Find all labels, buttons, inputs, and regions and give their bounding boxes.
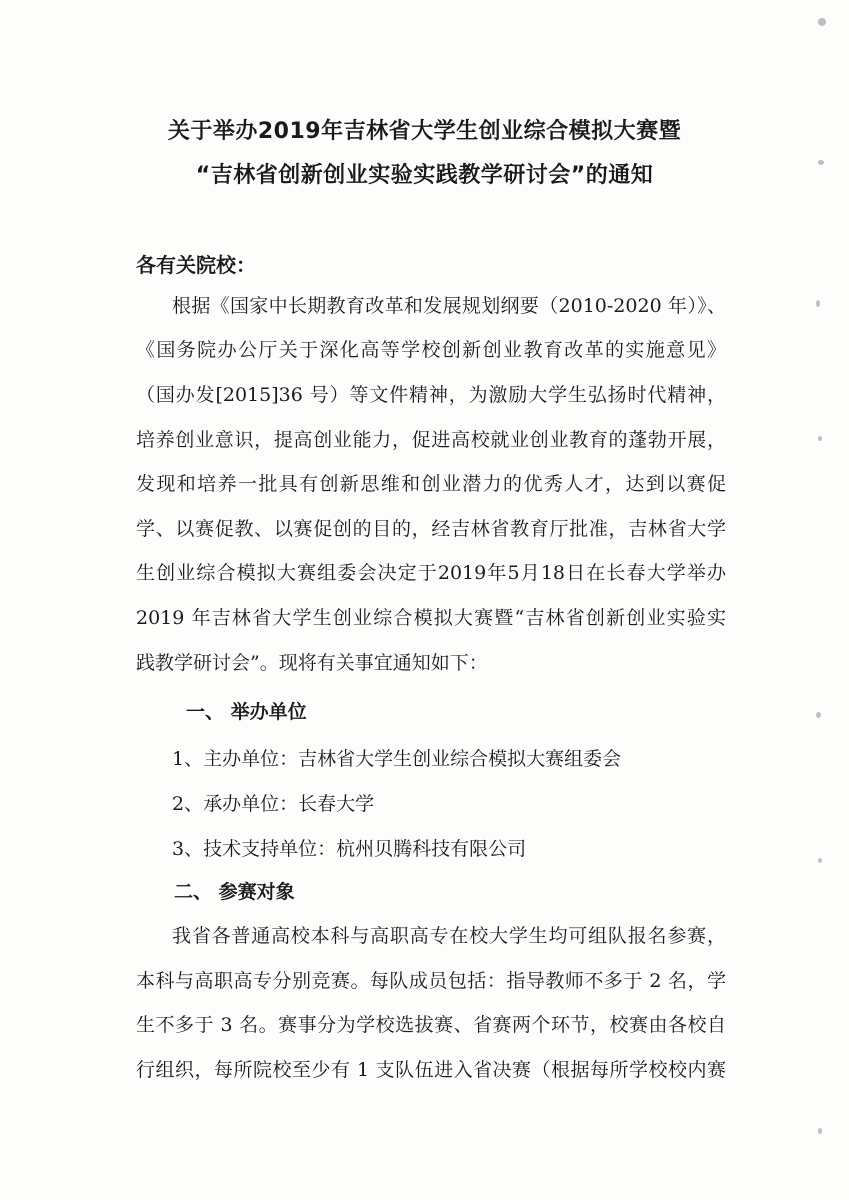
- participants-line: 行组织，每所院校至少有 1 支队伍进入省决赛（根据每所学校校内赛: [136, 1059, 726, 1081]
- list-item: 2、承办单位：长春大学: [172, 793, 375, 815]
- participants-line: 本科与高职高专分别竞赛。每队成员包括：指导教师不多于 2 名，学: [136, 970, 726, 992]
- intro-line: 发现和培养一批具有创新思维和创业潜力的优秀人才，达到以赛促: [136, 473, 726, 495]
- section-heading-participants: 二、 参赛对象: [174, 881, 295, 903]
- section-heading-organizers: 一、 举办单位: [186, 701, 307, 723]
- document-title-line-1: 关于举办2019年吉林省大学生创业综合模拟大赛暨: [167, 119, 682, 144]
- intro-line: 培养创业意识，提高创业能力，促进高校就业创业教育的蓬勃开展，: [136, 429, 726, 451]
- scan-speck: [818, 18, 826, 26]
- document-title-line-2: “吉林省创新创业实验实践教学研讨会”的通知: [195, 163, 654, 188]
- scan-speck: [818, 1128, 822, 1134]
- salutation: 各有关院校：: [136, 253, 256, 277]
- scan-speck: [818, 436, 822, 441]
- scan-speck: [818, 160, 824, 165]
- intro-line: 2019 年吉林省大学生创业综合模拟大赛暨“吉林省创新创业实验实: [136, 607, 726, 629]
- scan-speck: [816, 300, 820, 307]
- intro-line: 生创业综合模拟大赛组委会决定于2019年5月18日在长春大学举办: [136, 562, 726, 584]
- intro-line: （国办发[2015]36 号）等文件精神，为激励大学生弘扬时代精神，: [136, 384, 726, 406]
- intro-line: 践教学研讨会”。现将有关事宜通知如下：: [136, 652, 488, 674]
- intro-line: 《国务院办公厅关于深化高等学校创新创业教育改革的实施意见》: [136, 339, 726, 361]
- intro-line: 根据《国家中长期教育改革和发展规划纲要（2010-2020 年）》、: [172, 295, 726, 317]
- participants-line: 生不多于 3 名。赛事分为学校选拔赛、省赛两个环节，校赛由各校自: [136, 1014, 726, 1036]
- list-item: 1、主办单位：吉林省大学生创业综合模拟大赛组委会: [172, 748, 622, 770]
- intro-line: 学、以赛促教、以赛促创的目的，经吉林省教育厅批准，吉林省大学: [136, 518, 726, 540]
- list-item: 3、技术支持单位：杭州贝腾科技有限公司: [172, 838, 527, 860]
- scan-speck: [816, 712, 821, 718]
- scan-speck: [818, 858, 822, 863]
- participants-line: 我省各普通高校本科与高职高专在校大学生均可组队报名参赛，: [172, 925, 726, 947]
